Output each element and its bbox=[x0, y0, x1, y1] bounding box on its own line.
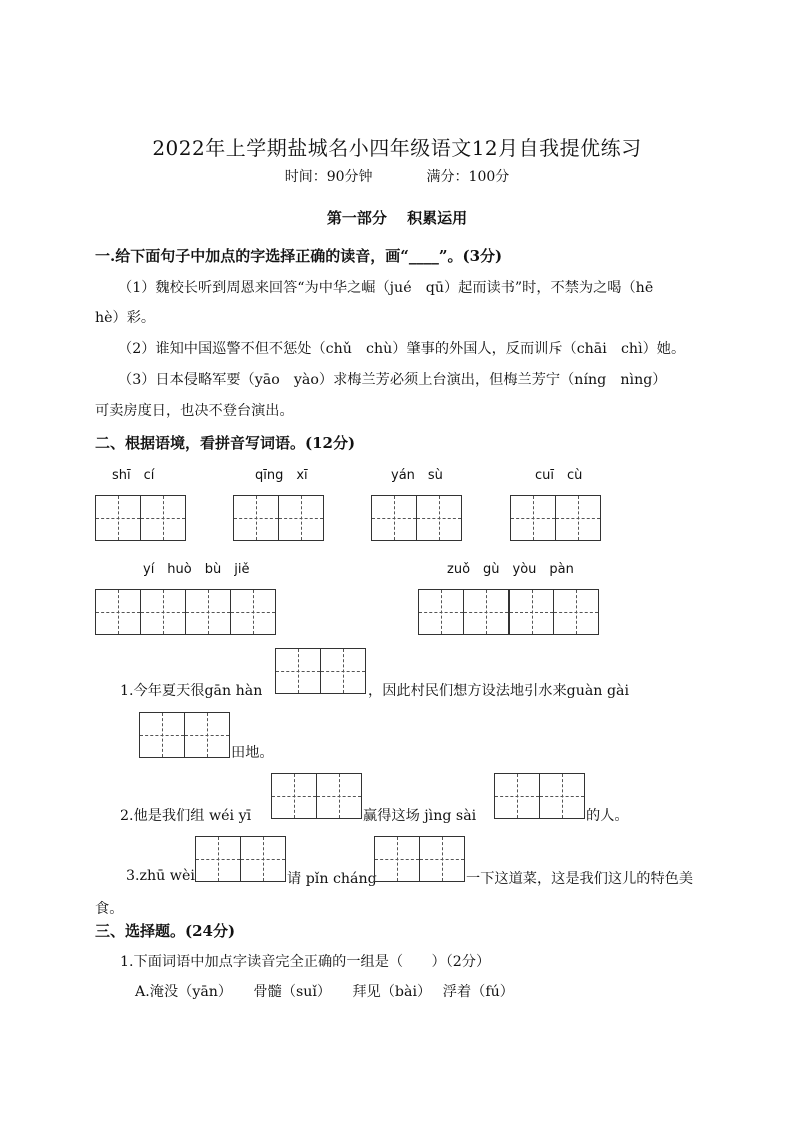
answer-box-weiyi[interactable] bbox=[271, 773, 362, 819]
page-title: 2022年上学期盐城名小四年级语文12月自我提优练习 bbox=[152, 136, 642, 160]
pinyin-yansu: yán sù bbox=[391, 468, 443, 483]
sentence1-part-c: 田地。 bbox=[231, 745, 274, 761]
sentence2-part-c: 的人。 bbox=[586, 808, 629, 824]
answer-box-ganhan[interactable] bbox=[275, 648, 366, 694]
sentence3-part-d: 食。 bbox=[95, 901, 124, 917]
answer-box-yihuobujie[interactable] bbox=[95, 589, 276, 635]
answer-box-zhuwei[interactable] bbox=[195, 836, 286, 882]
sentence3-part-c: 一下这道菜，这是我们这儿的特色美 bbox=[466, 871, 694, 887]
part-title: 第一部分 积累运用 bbox=[326, 209, 468, 227]
choice-q1: 1.下面词语中加点字读音完全正确的一组是（ ）（2分） bbox=[120, 954, 491, 970]
sentence2-part-a: 2.他是我们组 wéi yī bbox=[120, 808, 252, 824]
sentence2-part-b: 赢得这场 jìng sài bbox=[363, 808, 477, 824]
q1-line1: （1）魏校长听到周恩来回答“为中华之崛（jué qū）起而读书”时，不禁为之喝（hē bbox=[118, 280, 654, 296]
sentence1-part-a: 1.今年夏天很gān hàn bbox=[120, 683, 263, 699]
answer-box-jingsai[interactable] bbox=[494, 773, 585, 819]
exam-score: 满分：100分 bbox=[426, 169, 510, 185]
answer-box-qingxi[interactable] bbox=[233, 495, 324, 541]
answer-box-shici[interactable] bbox=[95, 495, 186, 541]
pinyin-cuicu: cuī cù bbox=[535, 468, 583, 483]
answer-box-guangai[interactable] bbox=[139, 712, 230, 758]
pinyin-yihuobujie: yí huò bù jiě bbox=[143, 562, 250, 577]
answer-box-pinchang[interactable] bbox=[374, 836, 465, 882]
q1-line2: hè）彩。 bbox=[95, 310, 156, 326]
exam-time: 时间：90分钟 bbox=[284, 169, 373, 185]
pinyin-zuoguyoupan: zuǒ gù yòu pàn bbox=[447, 562, 574, 577]
answer-box-zuoguyoupan[interactable] bbox=[418, 589, 599, 635]
sentence3-part-b: 请 pǐn cháng bbox=[287, 871, 377, 887]
sentence1-part-b: ，因此村民们想方设法地引水来guàn gài bbox=[368, 683, 630, 699]
q3-line1: （3）日本侵略军要（yāo yào）求梅兰芳必须上台演出，但梅兰芳宁（níng nìng） bbox=[118, 372, 667, 388]
q2-line: （2）谁知中国巡警不但不惩处（chǔ chù）肇事的外国人，反而训斥（chāi chì）她。 bbox=[118, 341, 686, 357]
q3-line2: 可卖房度日，也决不登台演出。 bbox=[95, 403, 294, 419]
choice-q1-option-a[interactable]: A.淹没（yān） 骨髓（suǐ） 拜见（bài） 浮着（fú） bbox=[135, 984, 514, 1000]
exam-info bbox=[0, 166, 794, 186]
pinyin-shici: shī cí bbox=[112, 468, 155, 483]
pinyin-qingxi: qīng xī bbox=[255, 468, 308, 483]
answer-box-yansu[interactable] bbox=[371, 495, 462, 541]
sentence3-part-a: 3.zhū wèi bbox=[126, 868, 195, 884]
section1-heading: 一.给下面句子中加点的字选择正确的读音，画“____”。(3分) bbox=[95, 247, 503, 265]
section2-heading: 二、根据语境，看拼音写词语。(12分) bbox=[95, 434, 356, 452]
answer-box-cuicu[interactable] bbox=[510, 495, 601, 541]
section3-heading: 三、选择题。(24分) bbox=[95, 922, 236, 940]
